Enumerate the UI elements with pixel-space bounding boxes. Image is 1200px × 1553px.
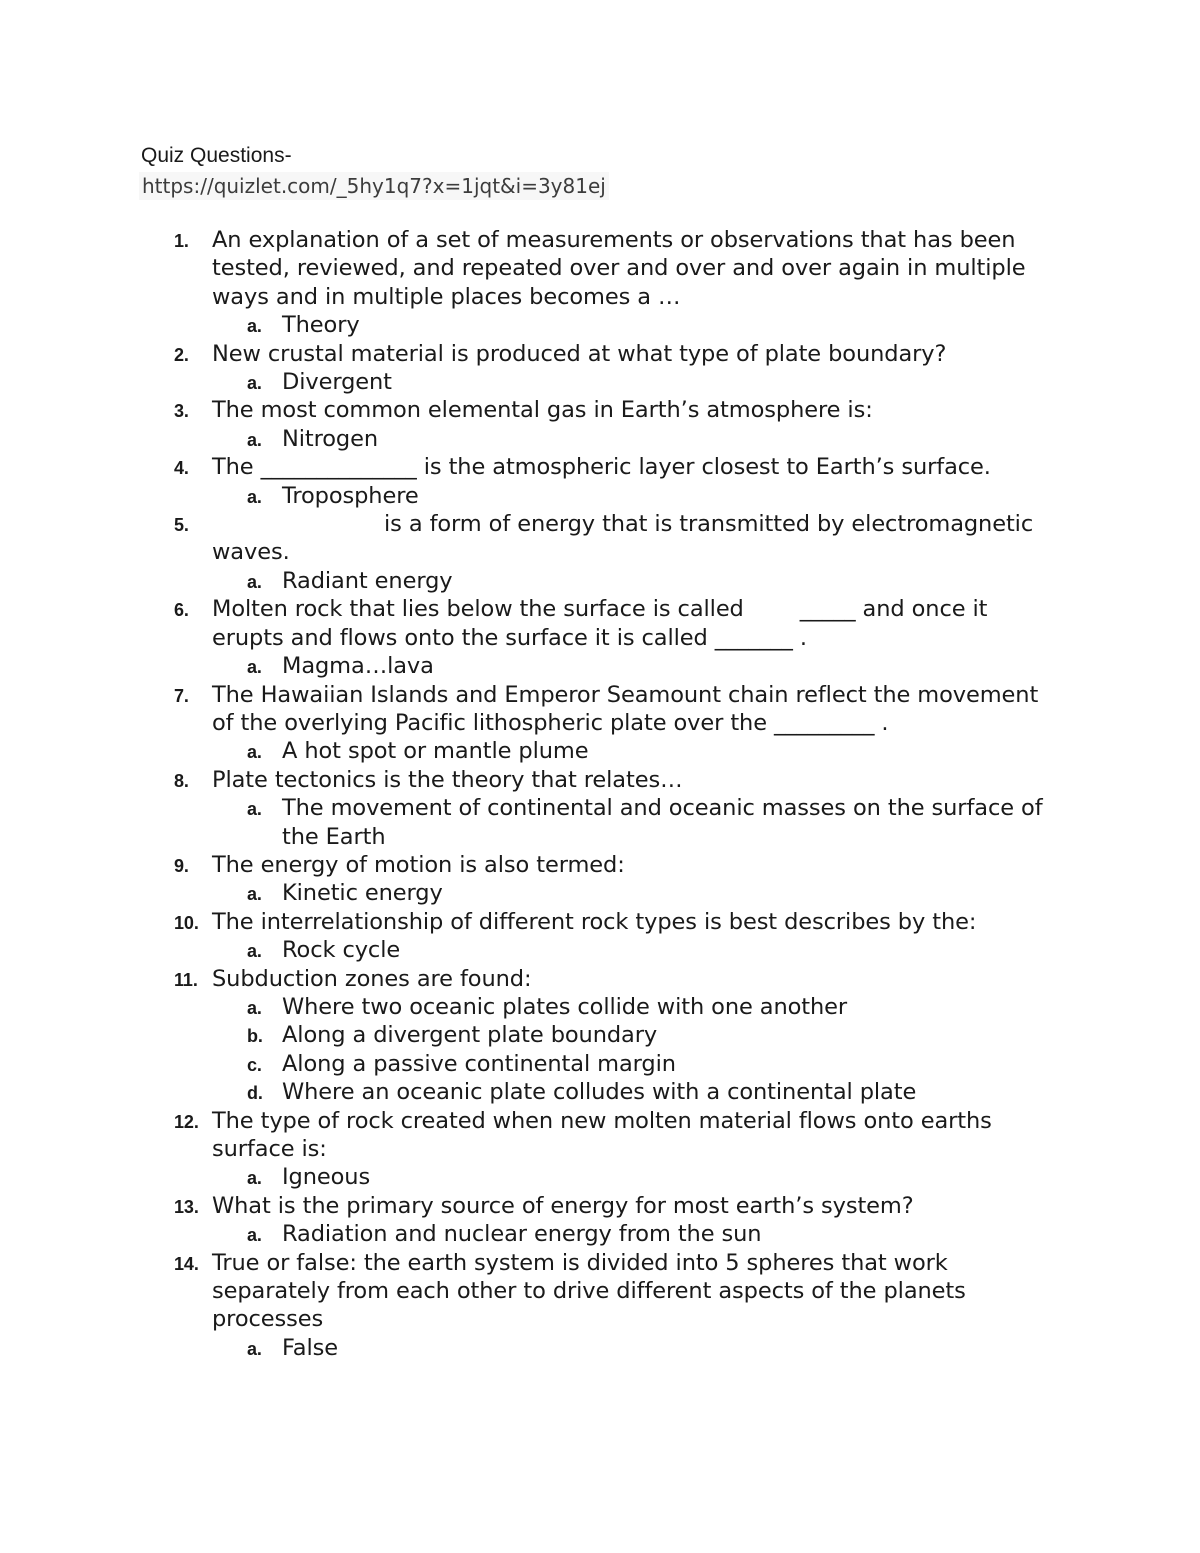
answer-letter: d. [247, 1083, 263, 1104]
answer-11a [0, 993, 1062, 1021]
quiz-list [0, 226, 1200, 1362]
question-number: 6. [174, 600, 189, 621]
question-text: is a form of energy that is transmitted by electromagnetic waves. [212, 511, 1034, 566]
question-number: 13. [174, 1196, 199, 1217]
question-11 [0, 965, 1062, 993]
answer-text: Where two oceanic plates collide with one another [282, 993, 848, 1020]
answer-letter: a. [247, 742, 262, 763]
question-7 [0, 681, 1062, 738]
quizlet-link[interactable]: https://quizlet.com/_5hy1q7?x=1jqt&i=3y81ej [139, 172, 609, 200]
document-title: Quiz Questions- [141, 144, 292, 167]
question-text-part1: Molten rock that lies below the surface is called [212, 596, 744, 623]
answer-2a [0, 368, 1062, 396]
question-number: 10. [174, 912, 199, 933]
answer-3a [0, 425, 1062, 453]
question-5 [0, 510, 1062, 567]
answer-4a [0, 482, 1062, 510]
question-number: 5. [174, 515, 189, 536]
answer-1a [0, 311, 1062, 339]
answer-letter: a. [247, 373, 262, 394]
question-number: 8. [174, 770, 189, 791]
question-text: The ______________ is the atmospheric layer closest to Earth’s surface. [212, 454, 991, 481]
answer-text: A hot spot or mantle plume [282, 738, 589, 765]
question-text: The Hawaiian Islands and Emperor Seamount chain reflect the movement of the overlying Pacific lithospheric plate over the _________ . [212, 681, 1039, 736]
question-13 [0, 1192, 1062, 1220]
answer-letter: a. [247, 1168, 262, 1189]
question-number: 1. [174, 231, 189, 251]
answer-13a [0, 1220, 1062, 1248]
answer-text: The movement of continental and oceanic masses on the surface of the Earth [282, 795, 1043, 850]
question-text: The type of rock created when new molten material flows onto earths surface is: [212, 1107, 992, 1162]
answer-text: Where an oceanic plate colludes with a continental plate [282, 1079, 917, 1106]
answer-11b [0, 1021, 1062, 1049]
answer-text: Magma…lava [282, 653, 434, 680]
question-8 [0, 766, 1062, 794]
answer-9a [0, 879, 1062, 907]
answer-letter: a. [247, 657, 262, 678]
question-number: 9. [174, 855, 189, 876]
question-number: 2. [174, 344, 189, 365]
answer-12a [0, 1163, 1062, 1191]
question-6 [0, 595, 1062, 652]
answer-text: Radiation and nuclear energy from the sun [282, 1221, 762, 1248]
answer-text: Divergent [282, 369, 392, 396]
question-number: 3. [174, 401, 189, 422]
answer-text: Along a divergent plate boundary [282, 1022, 658, 1049]
answer-letter: a. [247, 486, 262, 507]
answer-text: Kinetic energy [282, 880, 443, 907]
answer-letter: a. [247, 1338, 262, 1359]
answer-14a [0, 1334, 1062, 1362]
answer-letter: c. [247, 1054, 262, 1075]
answer-text: Troposphere [282, 482, 419, 509]
question-9 [0, 851, 1062, 879]
answer-11c [0, 1050, 1062, 1078]
question-text: An explanation of a set of measurements or observations that has been tested, reviewed, and repeated over and over and over again in multiple ways and in multiple places becomes a … [212, 227, 1026, 310]
answer-11d [0, 1078, 1062, 1106]
question-3 [0, 396, 1062, 424]
question-1 [0, 226, 1062, 311]
answer-text: Nitrogen [282, 425, 379, 452]
answer-letter: a. [247, 941, 262, 962]
question-number: 12. [174, 1111, 199, 1132]
answer-letter: a. [247, 997, 262, 1018]
question-2 [0, 340, 1062, 368]
question-text: Plate tectonics is the theory that relates… [212, 766, 683, 793]
question-12 [0, 1107, 1062, 1164]
question-text: New crustal material is produced at what type of plate boundary? [212, 340, 947, 367]
answer-10a [0, 936, 1062, 964]
answer-text: Radiant energy [282, 567, 453, 594]
answer-5a [0, 567, 1062, 595]
question-number: 14. [174, 1253, 199, 1274]
question-number: 4. [174, 458, 189, 479]
question-text: True or false: the earth system is divided into 5 spheres that work separately from each other to drive different aspects of the planets processes [212, 1249, 966, 1333]
question-text: The most common elemental gas in Earth’s atmosphere is: [212, 397, 873, 424]
question-text: Subduction zones are found: [212, 965, 532, 992]
answer-letter: a. [247, 316, 262, 337]
question-10 [0, 908, 1062, 936]
question-text: The interrelationship of different rock types is best describes by the: [212, 908, 977, 935]
question-text: What is the primary source of energy for most earth’s system? [212, 1192, 914, 1219]
answer-letter: a. [247, 884, 262, 905]
answer-text: Theory [282, 312, 360, 339]
question-4 [0, 453, 1062, 481]
answer-letter: a. [247, 429, 262, 450]
answer-letter: a. [247, 799, 262, 820]
answer-text: False [282, 1334, 338, 1361]
question-number: 7. [174, 685, 189, 706]
question-number: 11. [174, 969, 198, 990]
answer-6a [0, 652, 1062, 680]
answer-letter: a. [247, 1225, 262, 1246]
question-text-part2: _____ and once it erupts and flows onto the surface it is called _______ . [212, 596, 988, 651]
answer-letter: b. [247, 1026, 263, 1047]
question-text: The energy of motion is also termed: [212, 851, 625, 878]
answer-letter: a. [247, 571, 262, 592]
answer-text: Rock cycle [282, 937, 401, 964]
answer-8a [0, 794, 1062, 851]
answer-text: Along a passive continental margin [282, 1050, 676, 1077]
question-14 [0, 1249, 1062, 1334]
answer-text: Igneous [282, 1164, 371, 1191]
answer-7a [0, 737, 1062, 765]
